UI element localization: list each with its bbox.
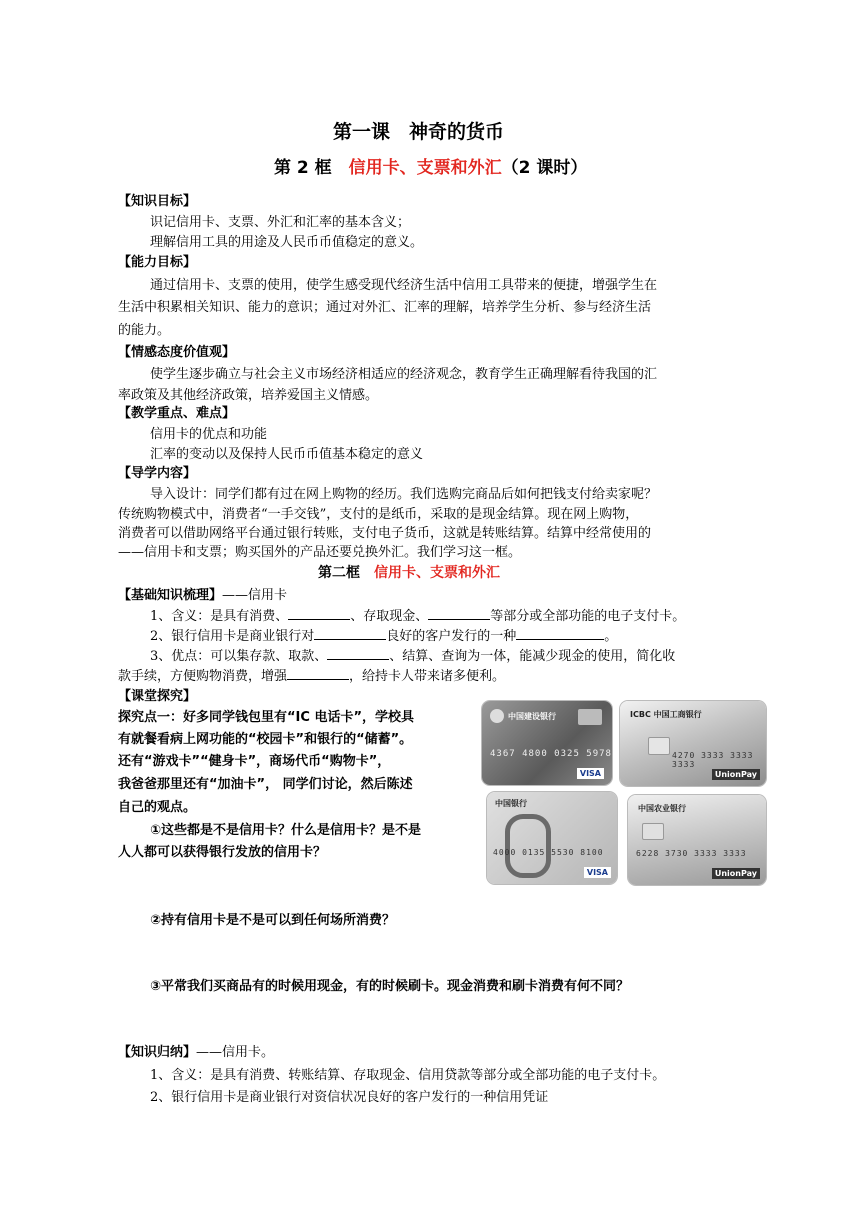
guide-line: ——信用卡和支票；购买国外的产品还要兑换外汇。我们学习这一框。 <box>118 545 522 560</box>
knowledge-goals-heading: 【知识目标】 <box>118 194 197 209</box>
attitude-goals-heading: 【情感态度价值观】 <box>118 345 236 360</box>
knowledge-goal-line: 识记信用卡、支票、外汇和汇率的基本含义； <box>150 215 411 230</box>
chip-icon <box>578 709 602 725</box>
fill-blank[interactable] <box>314 627 386 640</box>
chip-icon <box>648 737 670 755</box>
explore-line: 自己的观点。 <box>118 800 197 815</box>
basics-item-3-cont: 款手续，方便购物消费，增强 ，给持卡人带来诸多便利。 <box>118 669 506 684</box>
credit-card-image: 中国建设银行 4367 4800 0325 5978 VISA <box>482 701 612 785</box>
section2-title: 第二框 信用卡、支票和外汇 <box>318 565 500 581</box>
guide-line: 消费者可以借助网络平台通过银行转账，支付电子货币，这就是转账结算。结算中经常使用的 <box>118 526 652 541</box>
fill-blank[interactable] <box>516 627 604 640</box>
ability-goal-line: 的能力。 <box>118 323 171 338</box>
explore-heading: 【课堂探究】 <box>118 689 197 704</box>
explore-line: 有就餐看病上网功能的“校园卡”和银行的“储蓄”。 <box>118 732 413 747</box>
olympic-emblem-icon <box>505 814 551 878</box>
attitude-goal-line: 率政策及其他经济政策，培养爱国主义情感。 <box>118 388 379 403</box>
credit-card-image: ICBC 中国工商银行 4270 3333 3333 3333 UnionPay <box>620 701 766 786</box>
fill-blank[interactable] <box>287 667 349 680</box>
knowledge-goal-line: 理解信用工具的用途及人民币币值稳定的意义。 <box>150 235 424 250</box>
basics-item-2: 2、银行信用卡是商业银行对 良好的客户发行的一种 。 <box>150 629 618 644</box>
ability-goal-line: 生活中积累相关知识、能力的意识；通过对外汇、汇率的理解，培养学生分析、参与经济生活 <box>118 300 652 315</box>
ability-goal-line: 通过信用卡、支票的使用，使学生感受现代经济生活中信用工具带来的便捷，增强学生在 <box>150 278 658 293</box>
question-1: ①这些都是不是信用卡？什么是信用卡？是不是 <box>150 823 422 838</box>
credit-card-image: 中国银行 4000 0135 5530 8100 VISA <box>487 792 617 884</box>
guide-heading: 【导学内容】 <box>118 466 197 481</box>
explore-line: 探究点一：好多同学钱包里有“IC 电话卡”，学校具 <box>118 710 414 725</box>
key-point-line: 汇率的变动以及保持人民币币值基本稳定的意义 <box>150 447 424 462</box>
basics-item-3: 3、优点：可以集存款、取款、 、结算、查询为一体，能减少现金的使用，简化收 <box>150 649 676 664</box>
chip-icon <box>642 823 664 840</box>
key-points-heading: 【教学重点、难点】 <box>118 406 236 421</box>
question-3: ③平常我们买商品有的时候用现金，有的时候刷卡。现金消费和刷卡消费有何不同？ <box>150 979 630 994</box>
question-2: ②持有信用卡是不是可以到任何场所消费？ <box>150 913 396 928</box>
fill-blank[interactable] <box>428 607 490 620</box>
fill-blank[interactable] <box>288 607 350 620</box>
basics-heading: 【基础知识梳理】——信用卡 <box>118 588 288 603</box>
attitude-goal-line: 使学生逐步确立与社会主义市场经济相适应的经济观念，教育学生正确理解看待我国的汇 <box>150 367 658 382</box>
key-point-line: 信用卡的优点和功能 <box>150 427 268 442</box>
lesson-title: 第一课 神奇的货币 <box>333 121 505 143</box>
section-subtitle: 第 2 框 信用卡、支票和外汇（2 课时） <box>274 158 588 178</box>
ability-goals-heading: 【能力目标】 <box>118 255 197 270</box>
explore-line: 我爸爸那里还有“加油卡”， 同学们讨论，然后陈述 <box>118 777 413 792</box>
explore-line: 还有“游戏卡”“健身卡”，商场代币“购物卡”， <box>118 754 391 769</box>
summary-line: 2、银行信用卡是商业银行对资信状况良好的客户发行的一种信用凭证 <box>150 1090 549 1105</box>
basics-item-1: 1、含义：是具有消费、 、存取现金、 等部分或全部功能的电子支付卡。 <box>150 609 686 624</box>
summary-line: 1、含义：是具有消费、转账结算、存取现金、信用贷款等部分或全部功能的电子支付卡。 <box>150 1068 666 1083</box>
guide-line: 导入设计：同学们都有过在网上购物的经历。我们选购完商品后如何把钱支付给卖家呢？ <box>150 487 658 502</box>
credit-card-image: 中国农业银行 6228 3730 3333 3333 UnionPay <box>628 795 766 885</box>
question-1-cont: 人人都可以获得银行发放的信用卡？ <box>118 845 327 860</box>
bank-logo-icon <box>490 709 504 723</box>
guide-line: 传统购物模式中，消费者“一手交钱”，支付的是纸币，采取的是现金结算。现在网上购物， <box>118 507 639 522</box>
fill-blank[interactable] <box>327 647 389 660</box>
summary-heading: 【知识归纳】——信用卡。 <box>118 1045 275 1060</box>
